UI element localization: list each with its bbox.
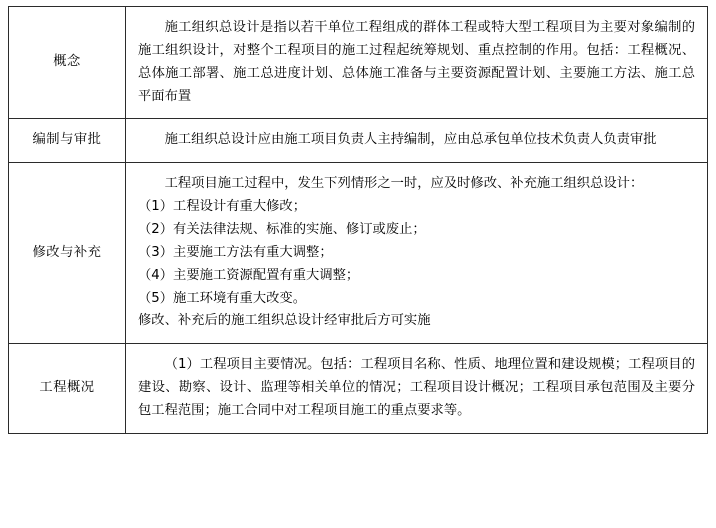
table-body [9,7,708,434]
table-row [9,119,708,163]
table-row [9,344,708,434]
paragraph: 施工组织总设计是指以若干单位工程组成的群体工程或特大型工程项目为主要对象编制的施工组织设计，对整个工程项目的施工过程起统筹规划、重点控制的作用。包括：工程概况、总体施工部署、施工总进度计划、总体施工准备与主要资源配置计划、主要施工方法、施工总平面布置 [138,20,695,104]
list-item: （3）主要施工方法有重大调整； [138,244,333,260]
list-item: （4）主要施工资源配置有重大调整； [138,267,360,283]
row-label-concept: 概念 [9,7,126,119]
paragraph: 施工组织总设计应由施工项目负责人主持编制，应由总承包单位技术负责人负责审批 [164,132,657,148]
row-content-compilation-approval [126,119,708,163]
row-content-project-overview [126,344,708,434]
row-content-modification-supplement [126,163,708,344]
list-item: （5）施工环境有重大改变。 [138,290,307,306]
paragraph: 修改、补充后的施工组织总设计经审批后方可实施 [138,313,431,329]
construction-organization-design-table [8,6,708,434]
table-row [9,163,708,344]
table-row [9,7,708,119]
list-item: （2）有关法律法规、标准的实施、修订或废止； [138,222,426,238]
paragraph: （1）工程项目主要情况。包括：工程项目名称、性质、地理位置和建设规模；工程项目的建设、勘察、设计、监理等相关单位的情况；工程项目设计概况；工程项目承包范围及主要分包工程范围；施工合同中对工程项目施工的重点要求等。 [138,357,695,419]
paragraph: 工程项目施工过程中，发生下列情形之一时，应及时修改、补充施工组织总设计： [164,176,644,192]
row-label-modification-supplement: 修改与补充 [9,163,126,344]
row-content-concept [126,7,708,119]
list-item: （1）工程设计有重大修改； [138,199,307,215]
row-label-project-overview: 工程概况 [9,344,126,434]
row-label-compilation-approval: 编制与审批 [9,119,126,163]
